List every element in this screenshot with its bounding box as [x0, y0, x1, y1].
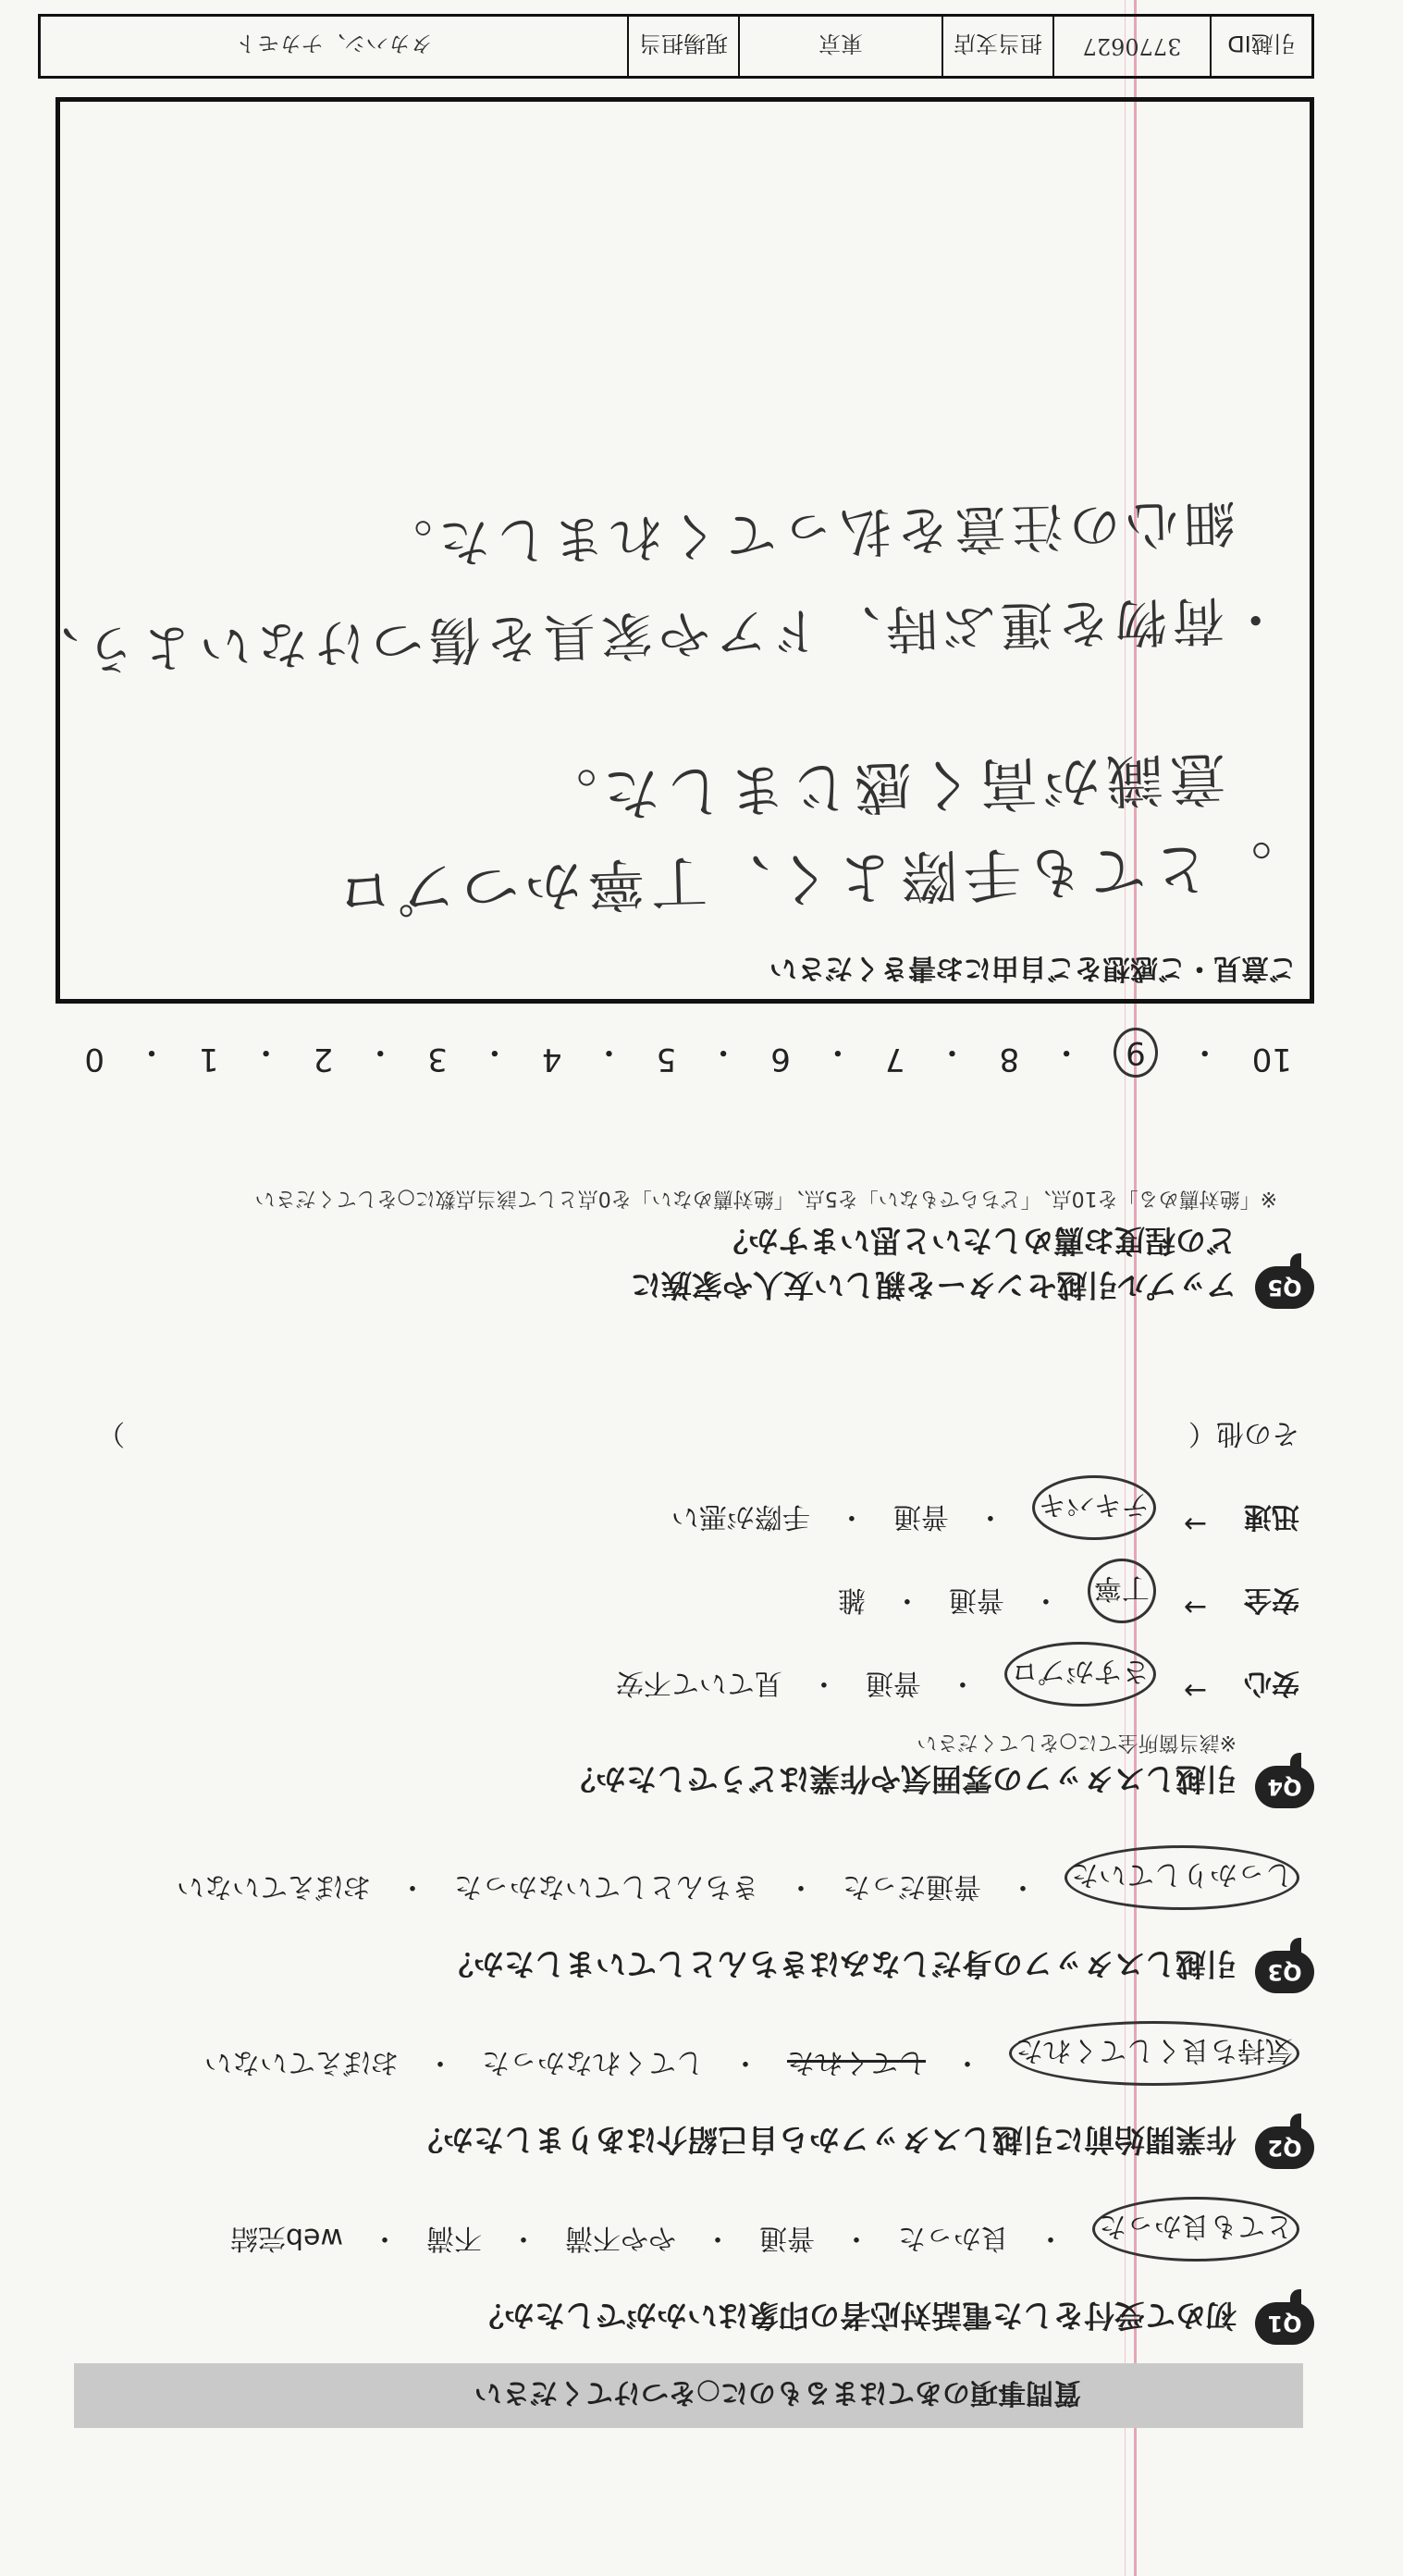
- handwritten-comment-line: 。とても手際よく、丁寧かつプロ: [329, 832, 1274, 926]
- branch-label: 担当支店: [941, 17, 1052, 76]
- arrow-icon: →: [1183, 1508, 1207, 1540]
- score-4[interactable]: 4: [541, 1041, 562, 1078]
- score-8[interactable]: 8: [999, 1041, 1020, 1078]
- arrow-icon: →: [1183, 1674, 1207, 1707]
- q3-text: 引越しスタッフの身だしなみはきちんとしていましたか？: [443, 1946, 1237, 1982]
- q4-row-label: 迅速: [1244, 1500, 1299, 1533]
- move-id-row: [38, 14, 1314, 79]
- q4-row-label: 安全: [1244, 1584, 1299, 1616]
- q4-row-anzen: 安全 → 丁寧 ・ 普通 ・ 雑: [838, 1559, 1299, 1623]
- instructions-header: 質問事項のあてはまるものに○をつけてください: [74, 2363, 1303, 2428]
- q5-score-scale: 10 ・ 9 ・ 8 ・ 7 ・ 6 ・ 5 ・ 4 ・ 3 ・ 2 ・ 1 ・ 0: [84, 1028, 1292, 1078]
- arrow-icon: →: [1183, 1591, 1207, 1623]
- handwritten-comment-line: 意識が高く感じました。: [534, 744, 1227, 830]
- score-7[interactable]: 7: [884, 1041, 905, 1078]
- q4-row-jinsoku: 迅速 → テキパキ ・ 普通 ・ 手際が悪い: [671, 1475, 1299, 1540]
- q2-option-did-not[interactable]: してくれなかった: [482, 2046, 704, 2078]
- score-0[interactable]: 0: [84, 1041, 105, 1078]
- q4-option-efficient[interactable]: テキパキ: [1032, 1475, 1156, 1540]
- score-3[interactable]: 3: [427, 1041, 448, 1078]
- q4-other-label: その他（: [1188, 1417, 1299, 1449]
- q1-speech-bubble-icon: Q1: [1255, 2302, 1314, 2345]
- branch-value: 東京: [738, 17, 941, 76]
- free-comment-title: ご意見・ご感想をご自由にお書きください: [769, 952, 1297, 984]
- q1-option-slightly-unsatisfied[interactable]: やや不満: [565, 2222, 676, 2254]
- q4-option-rough[interactable]: 雑: [837, 1584, 866, 1616]
- move-id-value: 3770627: [1052, 17, 1210, 76]
- score-5[interactable]: 5: [656, 1041, 677, 1078]
- q2-option-did[interactable]: してくれた: [787, 2046, 926, 2078]
- q1-options: とても良かった ・ 良かった ・ 普通 ・ やや不満 ・ 不満 ・ web完結: [230, 2197, 1299, 2262]
- q2-options: 気持ち良くしてくれた ・ してくれた ・ してくれなかった ・ おぼえていない: [204, 2021, 1299, 2086]
- q1-option-good[interactable]: 良かった: [898, 2222, 1009, 2254]
- score-6[interactable]: 6: [770, 1041, 791, 1078]
- q4-speech-bubble-icon: Q4: [1255, 1766, 1314, 1808]
- q3-option-not-neat[interactable]: きちんとしていなかった: [454, 1870, 759, 1903]
- score-2[interactable]: 2: [313, 1041, 334, 1078]
- q4-option-normal[interactable]: 普通: [865, 1667, 921, 1699]
- q5-text-line1: アップル引越センターを親しい友人や家族に: [630, 1267, 1237, 1303]
- q5-note: ※「絶対薦める」を10点、「どちらでもない」を5点、「絶対薦めない」を0点として該当点数に○をしてください: [254, 1187, 1277, 1210]
- q1-option-web[interactable]: web完結: [229, 2222, 343, 2254]
- score-10[interactable]: 10: [1251, 1041, 1292, 1078]
- handwritten-comment-line: 細心の注意を払ってくれました。: [375, 490, 1237, 574]
- q4-option-clumsy[interactable]: 手際が悪い: [671, 1500, 810, 1533]
- q2-speech-bubble-icon: Q2: [1255, 2126, 1314, 2169]
- q4-other-row: [97, 1416, 1299, 1457]
- q5-text-line2: どの程度お薦めしたいと思いますか？: [718, 1223, 1237, 1259]
- free-comment-box[interactable]: [20, 97, 1314, 1004]
- q3-option-normal[interactable]: 普通だった: [843, 1870, 981, 1903]
- q3-options: しっかりしていた ・ 普通だった ・ きちんとしていなかった ・ おぼえていない: [177, 1845, 1299, 1910]
- q3-option-dont-remember[interactable]: おぼえていない: [177, 1870, 371, 1903]
- q3-option-neat[interactable]: しっかりしていた: [1065, 1845, 1299, 1910]
- q4-note: ※該当箇所全てに○をしてください: [917, 1731, 1237, 1754]
- q4-option-professional[interactable]: さすがプロ: [1004, 1642, 1156, 1707]
- q4-option-careful[interactable]: 丁寧: [1088, 1559, 1156, 1623]
- handwritten-comment-line: ・荷物を運ぶ時、ドアや家具を傷つけないよう、: [20, 587, 1283, 681]
- q4-text: 引越しスタッフの雰囲気や作業はどうでしたか？: [565, 1761, 1237, 1797]
- q1-option-unsatisfied[interactable]: 不満: [426, 2222, 482, 2254]
- staff-value: タカハシ、ナカモト: [235, 31, 433, 57]
- q3-speech-bubble-icon: Q3: [1255, 1951, 1314, 1993]
- q2-text: 作業開始前に引越しスタッフから自己紹介はありましたか？: [412, 2122, 1237, 2158]
- q2-option-pleasant[interactable]: 気持ち良くしてくれた: [1009, 2021, 1299, 2086]
- q1-option-normal[interactable]: 普通: [759, 2222, 815, 2254]
- q4-row-label: 安心: [1244, 1667, 1299, 1699]
- q1-option-very-good[interactable]: とても良かった: [1092, 2197, 1299, 2262]
- q4-option-anxious[interactable]: 見ていて不安: [615, 1667, 782, 1699]
- q1-text: 初めて受付をした電話対応者の印象はいかがでしたか？: [474, 2298, 1237, 2334]
- q4-option-normal[interactable]: 普通: [892, 1500, 949, 1533]
- q4-option-normal[interactable]: 普通: [948, 1584, 1004, 1616]
- q4-row-anshin: 安心 → さすがプロ ・ 普通 ・ 見ていて不安: [616, 1642, 1299, 1707]
- q5-speech-bubble-icon: Q5: [1255, 1266, 1314, 1309]
- q4-other-close: ）: [97, 1417, 125, 1449]
- move-id-label: 引越ID: [1210, 17, 1311, 76]
- score-1[interactable]: 1: [198, 1041, 219, 1078]
- q2-option-dont-remember[interactable]: おぼえていない: [204, 2046, 399, 2078]
- score-9[interactable]: 9: [1114, 1028, 1158, 1078]
- staff-label: 現場担当: [627, 17, 738, 76]
